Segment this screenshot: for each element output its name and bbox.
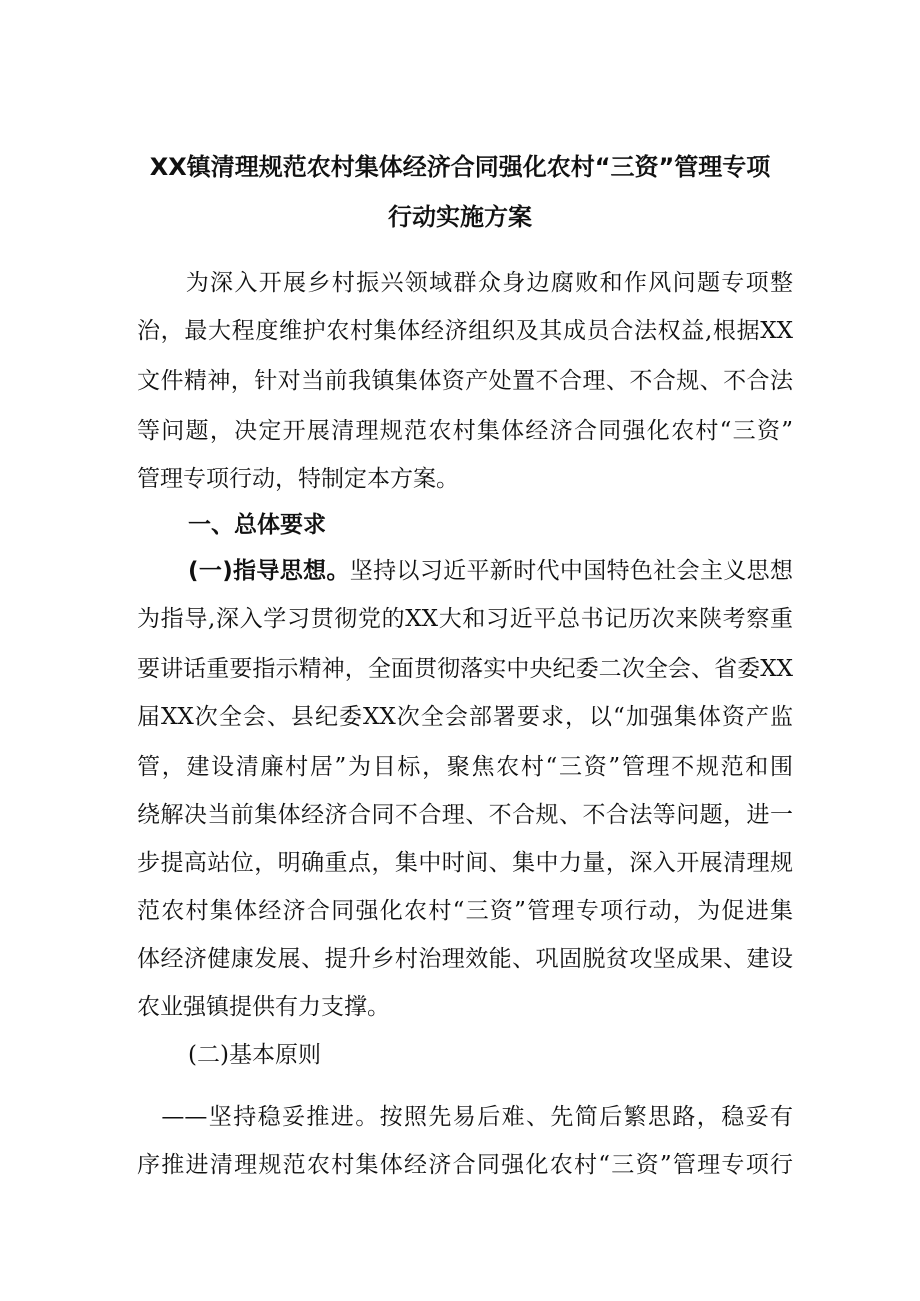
intro-line: 管理专项行动，特制定本方案。 <box>137 466 459 492</box>
guiding-thought-line: 为指导,深入学习贯彻党的XX大和习近平总书记历次来陕考察重 <box>137 606 793 632</box>
intro-line: 文件精神，针对当前我镇集体资产处置不合理、不合规、不合法 <box>137 368 793 394</box>
guiding-thought-line: 届XX次全会、县纪委XX次全会部署要求，以“加强集体资产监 <box>137 704 793 730</box>
intro-line: 治，最大程度维护农村集体经济组织及其成员合法权益,根据XX <box>137 318 793 344</box>
basic-principles-heading: (二)基本原则 <box>188 1042 321 1068</box>
document-title-line-2: 行动实施方案 <box>388 203 532 231</box>
guiding-thought-line: 管，建设清廉村居”为目标，聚焦农村“三资”管理不规范和围 <box>137 754 793 780</box>
guiding-thought-lead: (一)指导思想。 <box>188 558 350 584</box>
section-heading-overall-requirements: 一、总体要求 <box>188 512 326 538</box>
guiding-thought-line: 要讲话重要指示精神，全面贯彻落实中央纪委二次全会、省委XX <box>137 656 793 682</box>
principle-line: 序推进清理规范农村集体经济合同强化农村“三资”管理专项行 <box>137 1152 793 1178</box>
guiding-thought-line: 绕解决当前集体经济合同不合理、不合规、不合法等问题，进一 <box>137 802 793 828</box>
document-title-line-1: XX镇清理规范农村集体经济合同强化农村“三资”管理专项 <box>149 153 771 181</box>
guiding-thought-line: 体经济健康发展、提升乡村治理效能、巩固脱贫攻坚成果、建设 <box>137 946 793 972</box>
principle-line: ——坚持稳妥推进。按照先易后难、先简后繁思路，稳妥有 <box>137 1104 793 1130</box>
guiding-thought-line: 农业强镇提供有力支撑。 <box>137 994 390 1020</box>
intro-line: 等问题，决定开展清理规范农村集体经济合同强化农村“三资” <box>137 418 793 444</box>
guiding-thought-text: 坚持以习近平新时代中国特色社会主义思想 <box>349 558 794 584</box>
intro-line: 为深入开展乡村振兴领域群众身边腐败和作风问题专项整 <box>137 270 793 296</box>
guiding-thought-first-line <box>188 556 793 586</box>
guiding-thought-line: 步提高站位，明确重点，集中时间、集中力量，深入开展清理规 <box>137 850 793 876</box>
guiding-thought-line: 范农村集体经济合同强化农村“三资”管理专项行动，为促进集 <box>137 898 793 924</box>
